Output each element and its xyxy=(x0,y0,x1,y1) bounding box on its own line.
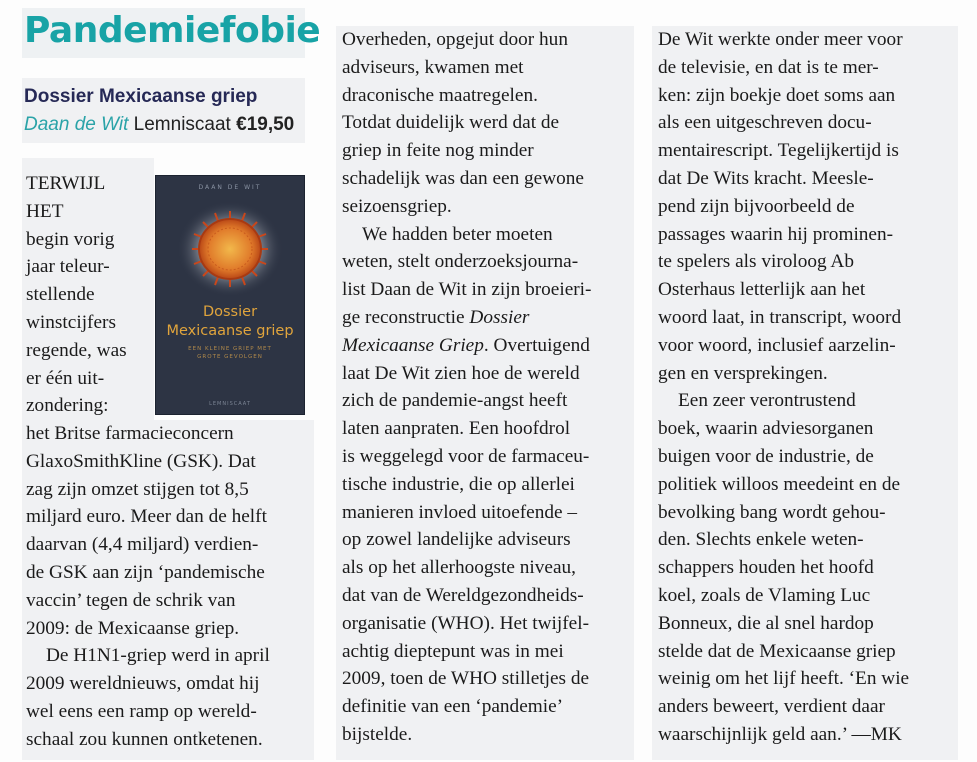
text-line xyxy=(342,304,634,332)
cover-subtitle-line: EEN KLEINE GRIEP MET xyxy=(188,346,272,352)
cover-title-line: Dossier xyxy=(202,304,258,320)
column-1-wide xyxy=(22,420,314,760)
text-line: stellende xyxy=(26,284,95,306)
text-line: seizoensgriep. xyxy=(342,195,452,217)
text-line: woord laat, in transcript, woord xyxy=(658,306,902,328)
text-line: het Britse farmacieconcern xyxy=(26,423,234,444)
text-line: stelde dat de Mexicaanse griep xyxy=(658,640,896,662)
text-line: dat De Wits kracht. Meesle- xyxy=(658,167,874,189)
text-line: bevolking bang wordt gehou- xyxy=(658,501,886,523)
text-line: de televisie, en dat is te mer- xyxy=(658,56,879,78)
virus-illustration-icon xyxy=(177,197,283,297)
text-line: achtig dieptepunt was in mei xyxy=(342,640,564,662)
text-line: is weggelegd voor de farmaceu- xyxy=(342,445,590,467)
text-line: koel, zoals de Vlaming Luc xyxy=(658,584,871,606)
text-line: GlaxoSmithKline (GSK). Dat xyxy=(26,450,256,472)
text-line: regende, was xyxy=(26,339,127,361)
book-author: Daan de Wit xyxy=(24,114,129,135)
text-line: winstcijfers xyxy=(26,311,116,333)
text-line: schaal zou kunnen ontketenen. xyxy=(26,728,263,750)
cover-title-line: Mexicaanse griep xyxy=(166,323,294,339)
text-line: TERWIJL xyxy=(26,173,106,194)
text-line: definitie van een ‘pandemie’ xyxy=(342,696,564,718)
book-title-italic: Mexicaanse Griep xyxy=(342,334,484,356)
cover-publisher: LEMNISCAAT xyxy=(209,401,251,407)
text-line: jaar teleur- xyxy=(26,256,110,278)
cover-subtitle-line: GROTE GEVOLGEN xyxy=(197,354,263,360)
text-line: wel eens een ramp op wereld- xyxy=(26,700,257,722)
text-line: mentairescript. Tegelijkertijd is xyxy=(658,140,899,162)
text-line: de GSK aan zijn ‘pandemische xyxy=(26,561,265,583)
text-line: We hadden beter moeten xyxy=(362,223,553,245)
text-line: 2009, toen de WHO stilletjes de xyxy=(342,668,590,690)
text-line: op zowel landelijke adviseurs xyxy=(342,529,571,551)
text-line: manieren invloed uitoefende – xyxy=(342,501,578,523)
column-2 xyxy=(336,26,634,760)
text-line: dat van de Wereldgezondheids- xyxy=(342,584,584,606)
text-line: zich de pandemie-angst heeft xyxy=(342,390,568,412)
text-line: Een zeer verontrustend xyxy=(678,390,856,412)
text-line: De Wit werkte onder meer voor xyxy=(658,29,903,50)
book-price: €19,50 xyxy=(236,114,295,135)
text-line: De H1N1-griep werd in april xyxy=(46,645,270,667)
text-line xyxy=(342,332,634,360)
text-line: waarschijnlijk geld aan.’ —MK xyxy=(658,723,902,745)
column-3 xyxy=(652,26,958,760)
text-line: boek, waarin adviesorganen xyxy=(658,418,874,440)
text-line: pend zijn bijvoorbeeld de xyxy=(658,195,855,217)
book-publisher: Lemniscaat xyxy=(133,114,231,135)
text-line: vaccin’ tegen de schrik van xyxy=(26,589,236,611)
text-line: list Daan de Wit in zijn broeieri- xyxy=(342,279,592,301)
text-line: schadelijk was dan een gewone xyxy=(342,167,584,189)
cover-subtitle xyxy=(155,345,305,361)
text-line: laten aanpraten. Een hoofdrol xyxy=(342,418,571,440)
text-line: schappers houden het hoofd xyxy=(658,557,874,579)
cover-title xyxy=(155,303,305,341)
text-line: gen en versprekingen. xyxy=(658,362,828,384)
text-line: 2009 wereldnieuws, omdat hij xyxy=(26,673,260,695)
cover-author: DAAN DE WIT xyxy=(198,184,262,191)
text-line: laat De Wit zien hoe de wereld xyxy=(342,362,580,384)
text-line: Overheden, opgejut door hun xyxy=(342,29,568,50)
text-line: begin vorig xyxy=(26,228,115,250)
text-line: weinig om het lijf heeft. ‘En wie xyxy=(658,668,910,690)
text-line: draconische maatregelen. xyxy=(342,84,538,106)
text-span: . Overtuigend xyxy=(483,334,590,356)
text-line: te spelers als viroloog Ab xyxy=(658,251,854,273)
text-line: voor woord, inclusief aarzelin- xyxy=(658,334,896,356)
text-line: Totdat duidelijk werd dat de xyxy=(342,112,560,134)
text-line: miljard euro. Meer dan de helft xyxy=(26,506,267,528)
text-line: den. Slechts enkele weten- xyxy=(658,529,864,551)
text-line: als op het allerhoogste niveau, xyxy=(342,557,576,579)
text-line: er één uit- xyxy=(26,367,105,389)
text-line: tische industrie, die op allerlei xyxy=(342,473,575,495)
text-line: HET xyxy=(26,200,64,222)
text-line: anders beweert, verdient daar xyxy=(658,696,885,718)
text-line: Bonneux, die al snel hardop xyxy=(658,612,874,634)
text-line: griep in feite nog minder xyxy=(342,140,534,162)
text-line: als een uitgeschreven docu- xyxy=(658,112,872,134)
book-title: Dossier Mexicaanse griep xyxy=(24,86,258,107)
text-line: daarvan (4,4 miljard) verdien- xyxy=(26,534,259,556)
text-span: ge reconstructie xyxy=(342,306,470,328)
text-line: adviseurs, kwamen met xyxy=(342,56,524,78)
book-cover xyxy=(155,175,305,415)
text-line: politiek willoos meedeint en de xyxy=(658,473,901,495)
text-line: bijstelde. xyxy=(342,723,413,745)
text-line: weten, stelt onderzoeksjourna- xyxy=(342,251,579,273)
text-line: ken: zijn boekje doet soms aan xyxy=(658,84,896,106)
column-1-narrow xyxy=(22,158,154,432)
text-line: zag zijn omzet stijgen tot 8,5 xyxy=(26,478,249,500)
text-line: zondering: xyxy=(26,395,109,417)
text-line: passages waarin hij prominen- xyxy=(658,223,894,245)
text-line: 2009: de Mexicaanse griep. xyxy=(26,617,240,639)
text-line: Osterhaus letterlijk aan het xyxy=(658,279,866,301)
book-meta xyxy=(24,114,294,136)
article-title: Pandemiefobie xyxy=(24,10,321,51)
text-line: buigen voor de industrie, de xyxy=(658,445,874,467)
book-title-italic: Dossier xyxy=(469,306,530,328)
text-line: organisatie (WHO). Het twijfel- xyxy=(342,612,590,634)
